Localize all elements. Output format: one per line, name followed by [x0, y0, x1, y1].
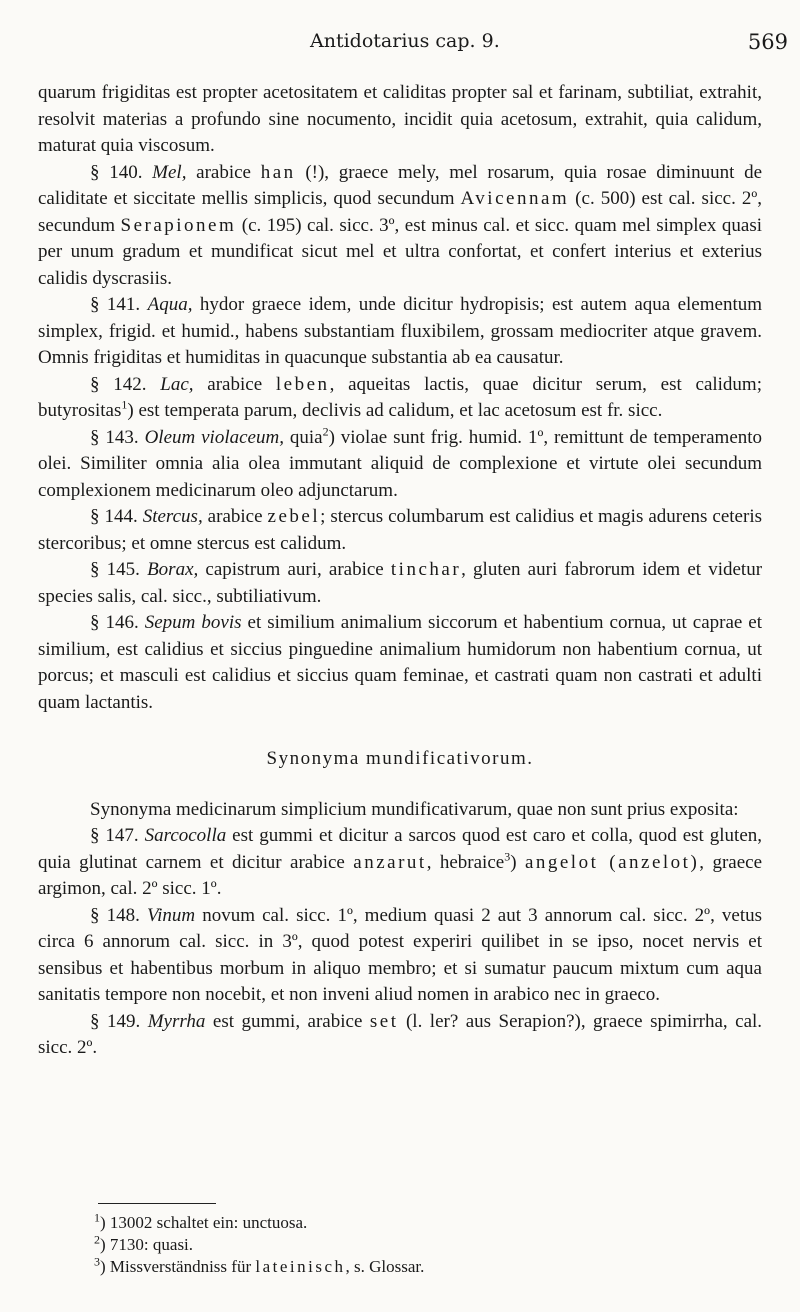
footnote-divider [98, 1203, 216, 1204]
section-number: § 149. [90, 1010, 141, 1032]
paragraph-intro: Synonyma medicinarum simplicium mundificativarum, quae non sunt prius exposita: [90, 798, 739, 820]
footnote-2: $^2$) 7130: quasi. [94, 1232, 194, 1254]
term-vinum: Vinum [146, 904, 196, 926]
footnotes [94, 1212, 734, 1278]
section-heading: Synonyma mundificativorum. [266, 748, 534, 769]
term-sarcocolla: Sarcocolla [144, 825, 227, 846]
section-number: § 148. [90, 904, 140, 926]
footnote-ref: 1 [121, 397, 128, 412]
section-number: § 146. [90, 612, 139, 633]
term-lac: Lac, [160, 373, 194, 395]
page-header [0, 28, 800, 58]
section-number: § 143. [90, 426, 139, 448]
paragraph-146: § 146. Sepum bovis et similium animalium siccorum et habentium cornua, ut caprae et similium, est calidius et siccius pinguedine animalium humidorum non habentium cornua, ut porcus; et masculi est calidius et siccius quam feminae, et castrati quam non castrati et adulti quam lactantis. [38, 612, 763, 713]
arabic-name: anzarut [353, 851, 427, 873]
arabic-name: leben [275, 373, 330, 395]
main-text [38, 80, 762, 1062]
section-number: § 147. [90, 825, 139, 846]
footnote-mark: 1 [94, 1210, 100, 1225]
term-aqua: Aqua, [147, 294, 193, 315]
paragraph-144: § 144. Stercus, arabice zebel; stercus columbarum est calidius et magis adurens ceteris stercoribus; et omne stercus est calidum. [38, 506, 762, 554]
footnote-3: $^3$) Missverständniss für lateinisch, s. Glossar. [94, 1254, 425, 1276]
running-title: Antidotarius cap. 9. [310, 30, 500, 52]
arabic-name: zebel [267, 506, 321, 527]
term-stercus: Stercus, [142, 506, 203, 527]
section-number: § 144. [90, 506, 138, 527]
footnote-mark: 2 [94, 1232, 100, 1247]
paragraph-145: § 145. Borax, capistrum auri, arabice tinchar, gluten auri fabrorum idem et videtur species salis, cal. sicc., subtiliativum. [38, 559, 763, 607]
author-avicenna: Avicennam [460, 188, 570, 209]
paragraph-continuation: quarum frigiditas est propter acetositatem et caliditas propter sal et farinam, subtiliat, extrahit, resolvit materias a profundo sine nocumento, incidit quia acetosum, extrahit, quia calidum, maturat quia viscosum. [38, 82, 762, 156]
term-borax: Borax, [147, 559, 199, 580]
spaced-word: lateinisch [255, 1257, 346, 1276]
hebrew-name: angelot (anzelot) [524, 851, 700, 873]
footnote-ref: 3 [504, 849, 511, 864]
paragraph-148: § 148. Vinum novum cal. sicc. 1º, medium quasi 2 aut 3 annorum cal. sicc. 2º, vetus circa 6 annorum cal. sicc. in 3º, quod potest experiri quilibet in se ipso, nocet nervis et sensibus et habentibus morbum in aliquo membro; et si sumatur paucum mixtum cum aqua sanitatis tempore non nocebit, et non inveni aliud nomen in arabico nec in graeco. [38, 904, 763, 1005]
footnote-mark: 3 [94, 1254, 100, 1269]
term-oleum-violaceum: Oleum violaceum, [144, 426, 284, 448]
section-number: § 140. [90, 161, 143, 183]
term-sepum-bovis: Sepum bovis [144, 612, 242, 633]
section-number: § 141. [90, 294, 141, 315]
paragraph-147: § 147. Sarcocolla est gummi et dicitur a sarcos quod est caro et colla, quod est gluten, quia glutinat carnem et dicitur arabice anzarut, hebraice$^3$) angelot (anzelot), graece argimon, cal. 2º sicc. 1º. [38, 825, 763, 899]
paragraph-140: § 140. Mel, arabice han (!), graece mely, mel rosarum, quia rosae diminuunt de caliditate et siccitate mellis simplicis, quod secundum Avicennam (c. 500) est cal. sicc. 2º, secundum Serapionem (c. 195) cal. sicc. 3º, est minus cal. et sicc. quam mel simplex quasi per unum gradum et mundificat sicut mel et ultra confortat, et confert interius et exterius calidis dyscrasiis. [38, 161, 763, 289]
section-number: § 142. [90, 373, 147, 395]
page-number: 569 [747, 30, 788, 54]
arabic-name: han [260, 161, 296, 183]
arabic-name: tinchar [390, 559, 462, 580]
term-mel: Mel, [152, 161, 187, 183]
paragraph-141: § 141. Aqua, hydor graece idem, unde dicitur hydropisis; est autem aqua elementum simplex, frigid. et humid., habens substantiam fluxibilem, grossam mediocriter atque gravem. Omnis frigiditas et humiditas in quacunque substantia ab ea causatur. [38, 294, 763, 368]
paragraph-142: § 142. Lac, arabice leben, aqueitas lactis, quae dicitur serum, est calidum; butyrositas$^1$) est temperata parum, declivis ad calidum, et lac acetosum est fr. sicc. [38, 373, 762, 421]
footnote-ref: 2 [322, 424, 329, 439]
arabic-name: set [369, 1010, 399, 1032]
term-myrrha: Myrrha [147, 1010, 206, 1032]
section-number: § 145. [90, 559, 140, 580]
paragraph-143: § 143. Oleum violaceum, quia$^2$) violae sunt frig. humid. 1º, remittunt de temperamento olei. Similiter omnia alia olea immutant aliquid de complexione et virtute olei secundum complexionem medicinarum oleo adjunctarum. [38, 424, 763, 501]
footnote-1: $^1$) 13002 schaltet ein: unctuosa. [94, 1210, 308, 1232]
paragraph-149: § 149. Myrrha est gummi, arabice set (l. ler? aus Serapion?), graece spimirrha, cal. sicc. 2º. [38, 1010, 763, 1058]
author-serapion: Serapionem [120, 214, 237, 236]
